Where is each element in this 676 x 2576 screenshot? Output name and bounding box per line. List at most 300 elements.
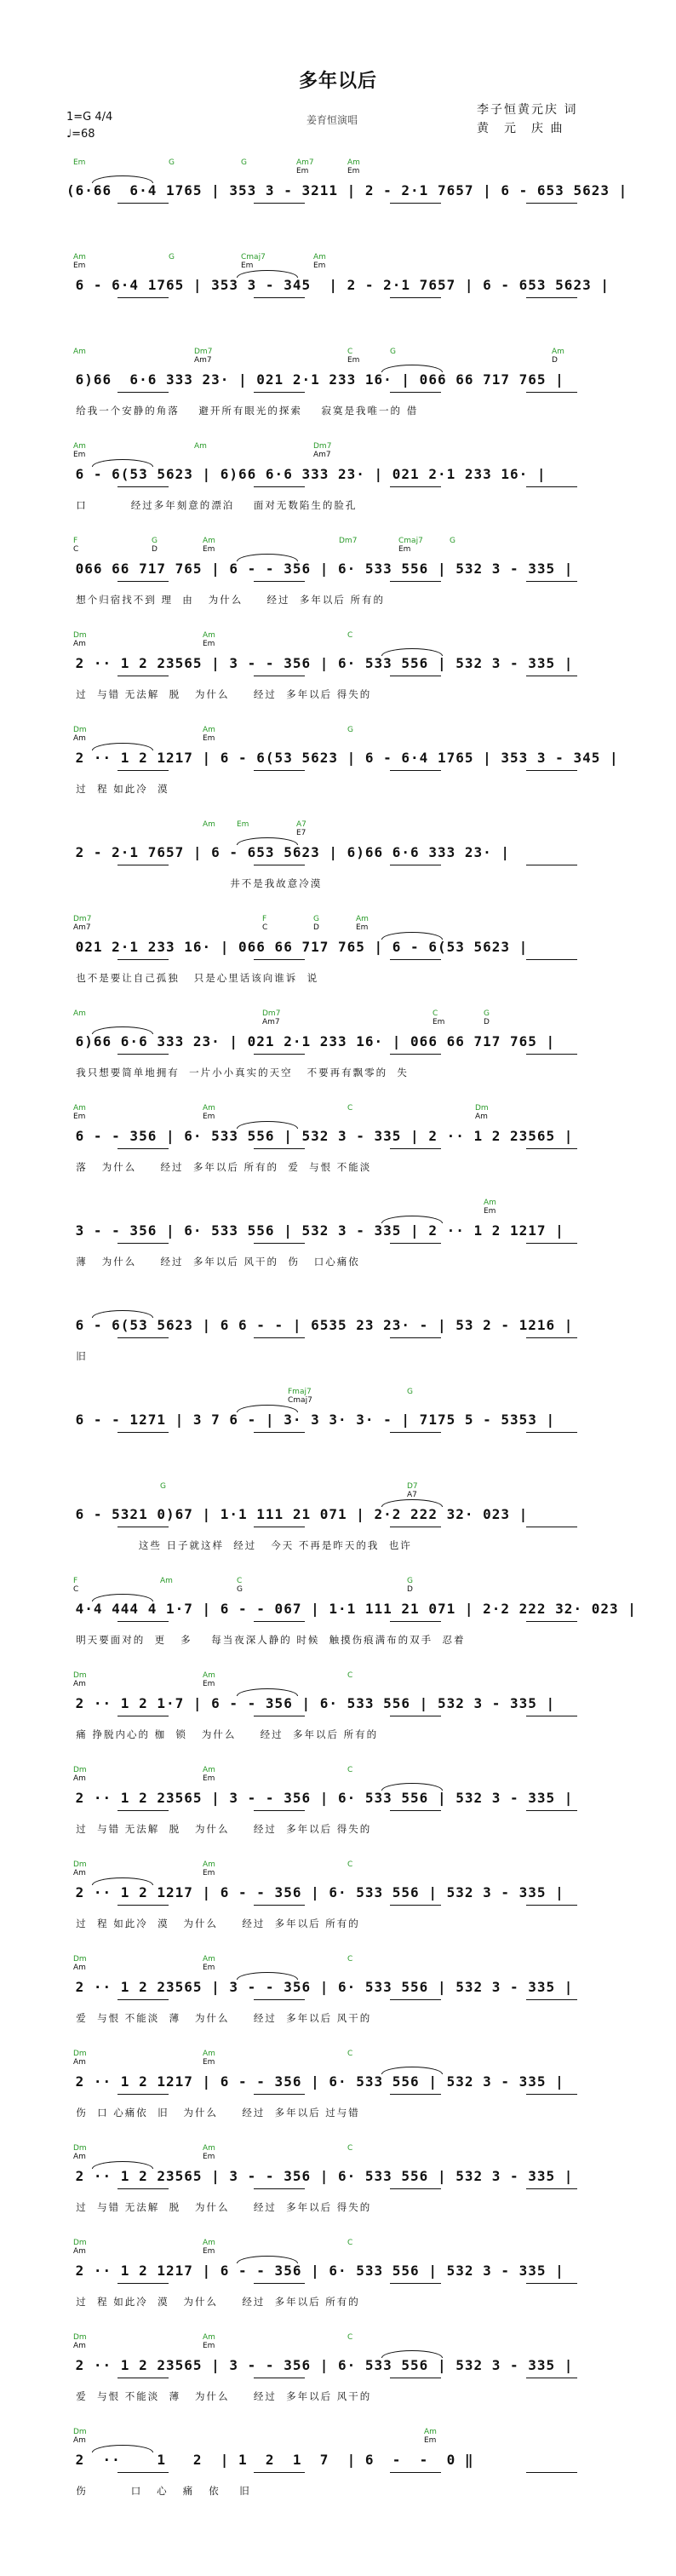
beam-line	[526, 1999, 577, 2000]
score-system	[66, 1004, 622, 1095]
notation-line: 2 ·· 1 2 1217 | 6 - - 356 | 6· 533 556 | 532 3 - 335 |	[66, 2073, 564, 2090]
beam-line	[390, 392, 441, 393]
score-system	[66, 1099, 622, 1189]
chord-symbol	[262, 915, 267, 932]
chord-primary: Am	[356, 915, 369, 923]
beam-line	[390, 1432, 441, 1433]
chord-alternate: Am	[73, 2153, 86, 2161]
slur	[92, 459, 153, 467]
slur	[381, 365, 443, 372]
score-system	[66, 1572, 637, 1662]
chord-primary: C	[347, 2333, 353, 2342]
chord-alternate: Am7	[194, 356, 212, 365]
beam-line	[390, 2472, 441, 2473]
chord-alternate: Em	[73, 262, 86, 270]
score-system	[66, 2423, 622, 2513]
beam-line	[254, 1999, 305, 2000]
notation-line: 6 - - 1271 | 3 7 6 - | 3· 3 3· 3· - | 7175 5 - 5353 |	[66, 1412, 556, 1428]
chord-primary: Dm	[73, 631, 87, 640]
chord-alternate: Em	[398, 545, 411, 554]
chord-primary: G	[450, 537, 455, 545]
chord-primary: Em	[237, 820, 249, 829]
beam-line	[390, 770, 441, 771]
chord-primary: Am	[73, 1009, 86, 1018]
notation-line: 6 - - 356 | 6· 533 556 | 532 3 - 335 | 2 ·· 1 2 23565 |	[66, 1128, 574, 1144]
beam-line	[390, 203, 441, 204]
beam-line	[254, 1337, 305, 1338]
slur	[381, 1216, 443, 1223]
slur	[237, 1688, 298, 1696]
chord-primary: Am	[203, 1860, 215, 1869]
chord-primary: Fmaj7	[288, 1388, 312, 1396]
chord-alternate: Em	[484, 1207, 496, 1216]
beam-line	[254, 392, 305, 393]
lyric-line: 过 程 如此冷 漠 为什么 经过 多年以后 所有的	[66, 1918, 360, 1929]
chord-primary: Am	[203, 1671, 215, 1680]
beam-line	[254, 959, 305, 960]
slur	[237, 1972, 298, 1980]
lyric-line: 这些 日子就这样 经过 今天 不再是昨天的我 也许	[66, 1539, 412, 1551]
slur	[92, 1310, 153, 1318]
beam-line	[117, 1810, 169, 1811]
beam-line	[254, 1432, 305, 1433]
chord-alternate: Em	[203, 1774, 215, 1783]
score-system	[66, 1477, 622, 1567]
beam-line	[526, 2472, 577, 2473]
chord-symbol	[241, 253, 266, 270]
lyric-line: 伤 口 心 痛 依 旧	[66, 2485, 251, 2497]
beam-line	[254, 203, 305, 204]
chord-symbol	[73, 158, 85, 167]
beam-line	[390, 1621, 441, 1622]
chord-alternate: Em	[203, 640, 215, 648]
notation-line: 2 ·· 1 2 1217 | 6 - 6(53 5623 | 6 - 6·4 1765 | 353 3 - 345 |	[66, 750, 619, 766]
beam-line	[526, 203, 577, 204]
chord-symbol	[347, 2050, 352, 2058]
chord-alternate: Em	[241, 262, 254, 270]
chord-symbol	[203, 1104, 215, 1121]
chord-alternate: Em	[73, 451, 86, 459]
chord-symbol	[194, 442, 207, 451]
notation-line: 021 2·1 233 16· | 066 66 717 765 | 6 - 6(53 5623 |	[66, 939, 529, 955]
chord-symbol	[160, 1482, 166, 1491]
chord-alternate: Em	[73, 1113, 86, 1121]
chord-symbol	[160, 1577, 173, 1585]
notation-line: 2 ·· 1 2 1·7 | 6 - - 356 | 6· 533 556 | 532 3 - 335 |	[66, 1695, 556, 1711]
slur	[92, 1026, 153, 1034]
beam-line	[254, 1243, 305, 1244]
chord-primary: F	[262, 915, 267, 923]
chord-symbol	[347, 1671, 352, 1680]
beam-line	[254, 770, 305, 771]
chord-symbol	[203, 1766, 215, 1783]
notation-line: 6 - 5321 0)67 | 1·1 111 21 071 | 2·2 222 32· 023 |	[66, 1506, 529, 1522]
chord-primary: F	[73, 1577, 78, 1585]
beam-line	[526, 2094, 577, 2095]
lyric-line	[66, 215, 622, 230]
score-system	[66, 1193, 622, 1284]
chord-primary: Cmaj7	[398, 537, 423, 545]
chord-alternate: Am7	[262, 1018, 280, 1026]
beam-line	[117, 297, 169, 298]
slur	[92, 2445, 153, 2452]
chord-alternate: A7	[407, 1491, 417, 1499]
chord-alternate: Am	[73, 1869, 86, 1877]
chord-primary: Am	[203, 2050, 215, 2058]
score-system	[66, 2139, 622, 2229]
chord-symbol	[313, 442, 331, 459]
chord-primary: Dm	[73, 2333, 87, 2342]
beam-line	[254, 2283, 305, 2284]
chord-primary: Dm7	[194, 348, 213, 356]
slur	[92, 1877, 153, 1885]
chord-alternate: Em	[203, 1680, 215, 1688]
chord-primary: Dm	[73, 2428, 87, 2436]
slur	[381, 2350, 443, 2358]
beam-line	[526, 1432, 577, 1433]
chord-symbol	[73, 2428, 87, 2445]
slur	[381, 932, 443, 940]
beam-line	[254, 2188, 305, 2189]
chord-symbol	[203, 2144, 215, 2161]
chord-symbol	[296, 820, 306, 837]
beam-line	[390, 1054, 441, 1055]
chord-symbol	[203, 2050, 215, 2067]
chord-symbol	[73, 2333, 87, 2350]
slur	[381, 2067, 443, 2074]
slur	[381, 648, 443, 656]
beam-line	[254, 486, 305, 487]
chord-symbol	[347, 726, 353, 734]
chord-primary: C	[347, 1860, 353, 1869]
chord-primary: C	[347, 1671, 353, 1680]
chord-primary: Am	[203, 1104, 215, 1113]
chord-symbol	[73, 2050, 87, 2067]
chord-primary: C	[237, 1577, 243, 1585]
beam-line	[390, 486, 441, 487]
chord-primary: Dm	[73, 1671, 87, 1680]
lyric-line: 痛 挣脱内心的 枷 锁 为什么 经过 多年以后 所有的	[66, 1728, 379, 1740]
chord-alternate: Em	[203, 734, 215, 743]
performer-credit: 姜育恒演唱	[306, 114, 358, 126]
beam-line	[526, 1621, 577, 1622]
lyric-line: 落 为什么 经过 多年以后 所有的 爱 与恨 不能淡	[66, 1161, 372, 1173]
chord-symbol	[390, 348, 396, 356]
lyric-line: 薄 为什么 经过 多年以后 风干的 伤 口心痛依	[66, 1256, 360, 1268]
beam-line	[117, 1432, 169, 1433]
chord-symbol	[194, 348, 212, 365]
lyricist-credit: 李子恒黄元庆 词	[477, 103, 578, 117]
chord-symbol	[203, 537, 215, 554]
beam-line	[526, 486, 577, 487]
beam-line	[390, 1810, 441, 1811]
notation-line: (6·66 6·4 1765 | 353 3 - 3211 | 2 - 2·1 7657 | 6 - 653 5623 |	[66, 182, 628, 198]
lyric-line: 明天要面对的 更 多 每当夜深人静的 时候 触摸伤痕满布的双手 忍着	[66, 1634, 466, 1646]
notation-line: 2 ·· 1 2 23565 | 3 - - 356 | 6· 533 556 | 532 3 - 335 |	[66, 2168, 574, 2184]
chord-alternate: Em	[203, 545, 215, 554]
notation-line: 6 - 6(53 5623 | 6)66 6·6 333 23· | 021 2·1 233 16· |	[66, 466, 547, 482]
chord-primary: G	[169, 253, 175, 262]
chord-symbol	[203, 1860, 215, 1877]
slur	[381, 1499, 443, 1507]
chord-primary: Em	[73, 158, 86, 167]
beam-line	[526, 2283, 577, 2284]
lyric-line: 过 与错 无法解 脱 为什么 经过 多年以后 得失的	[66, 1823, 372, 1835]
tempo-marking: ♩=68	[66, 128, 95, 141]
beam-line	[117, 203, 169, 204]
chord-primary: Dm7	[73, 915, 92, 923]
chord-symbol	[203, 1671, 215, 1688]
chord-primary: Dm	[73, 2144, 87, 2153]
chord-primary: Am	[203, 1955, 215, 1964]
notation-line: 6 - 6(53 5623 | 6 6 - - | 6535 23 23· - | 53 2 - 1216 |	[66, 1317, 574, 1333]
chord-primary: Am	[313, 253, 326, 262]
notation-line: 2 ·· 1 2 23565 | 3 - - 356 | 6· 533 556 | 532 3 - 335 |	[66, 1979, 574, 1995]
chord-symbol	[237, 820, 249, 829]
chord-symbol	[484, 1199, 496, 1216]
chord-alternate: Am	[73, 2058, 86, 2067]
chord-primary: Am	[424, 2428, 437, 2436]
notation-line: 2 ·· 1 2 23565 | 3 - - 356 | 6· 533 556 | 532 3 - 335 |	[66, 2357, 574, 2373]
slur	[237, 1121, 298, 1129]
chord-primary: C	[347, 631, 353, 640]
beam-line	[117, 2472, 169, 2473]
beam-line	[117, 1148, 169, 1149]
chord-primary: Cmaj7	[241, 253, 266, 262]
score-system	[66, 2328, 622, 2418]
chord-symbol	[552, 348, 564, 365]
chord-symbol	[152, 537, 158, 554]
chord-alternate: Em	[203, 1113, 215, 1121]
chord-symbol	[347, 631, 352, 640]
chord-symbol	[169, 253, 175, 262]
slur	[237, 837, 298, 845]
score-system	[66, 532, 622, 622]
beam-line	[390, 1148, 441, 1149]
chord-alternate: Em	[203, 1869, 215, 1877]
chord-symbol	[347, 2333, 352, 2342]
chord-primary: Dm	[73, 1766, 87, 1774]
chord-alternate: Am	[73, 1680, 86, 1688]
chord-primary: Am	[203, 726, 215, 734]
chord-primary: Am	[552, 348, 564, 356]
chord-primary: G	[347, 726, 353, 734]
chord-symbol	[433, 1009, 444, 1026]
chord-primary: G	[169, 158, 175, 167]
chord-symbol	[347, 1955, 352, 1964]
chord-symbol	[262, 1009, 280, 1026]
lyric-line: 想个归宿找不到 理 由 为什么 经过 多年以后 所有的	[66, 594, 385, 606]
beam-line	[526, 392, 577, 393]
chord-symbol	[203, 1955, 215, 1972]
chord-symbol	[398, 537, 423, 554]
score-system	[66, 153, 628, 244]
chord-symbol	[347, 348, 359, 365]
beam-line	[117, 2188, 169, 2189]
chord-symbol	[73, 442, 86, 459]
chord-primary: A7	[296, 820, 306, 829]
chord-symbol	[73, 915, 91, 932]
beam-line	[526, 297, 577, 298]
chord-primary: Am	[203, 2239, 215, 2247]
beam-line	[526, 2188, 577, 2189]
score-system	[66, 342, 622, 433]
beam-line	[117, 581, 169, 582]
chord-primary: Am	[203, 1766, 215, 1774]
notation-line: 6)66 6·6 333 23· | 021 2·1 233 16· | 066 66 717 765 |	[66, 371, 564, 388]
chord-alternate: Am7	[313, 451, 331, 459]
beam-line	[254, 581, 305, 582]
beam-line	[117, 1054, 169, 1055]
chord-symbol	[347, 1860, 352, 1869]
chord-alternate: D	[552, 356, 558, 365]
beam-line	[526, 959, 577, 960]
chord-symbol	[356, 915, 369, 932]
chord-primary: G	[160, 1482, 166, 1491]
chord-primary: C	[347, 2144, 353, 2153]
score-system	[66, 2044, 622, 2135]
chord-alternate: Am	[73, 1774, 86, 1783]
chord-symbol	[347, 1766, 352, 1774]
chord-alternate: Am	[73, 2342, 86, 2350]
beam-line	[526, 1054, 577, 1055]
slur	[237, 1405, 298, 1412]
chord-primary: G	[152, 537, 158, 545]
chord-alternate: C	[262, 923, 268, 932]
chord-primary: C	[347, 348, 353, 356]
credits	[477, 101, 577, 138]
beam-line	[526, 1148, 577, 1149]
beam-line	[117, 392, 169, 393]
chord-symbol	[73, 1671, 87, 1688]
beam-line	[254, 1054, 305, 1055]
chord-alternate: Em	[424, 2436, 437, 2445]
notation-line: 066 66 717 765 | 6 - - 356 | 6· 533 556 | 532 3 - 335 |	[66, 561, 574, 577]
chord-alternate: Am	[73, 2247, 86, 2256]
notation-line: 2 ·· 1 2 23565 | 3 - - 356 | 6· 533 556 | 532 3 - 335 |	[66, 1790, 574, 1806]
chord-primary: C	[347, 2050, 353, 2058]
chord-alternate: D	[407, 1585, 413, 1594]
chord-primary: F	[73, 537, 78, 545]
lyric-line: 伤 口 心痛依 旧 为什么 经过 多年以后 过与错	[66, 2107, 360, 2119]
chord-primary: Dm	[73, 1955, 87, 1964]
lyric-line: 给我一个安静的角落 避开所有眼光的探索 寂寞是我唯一的 借	[66, 405, 419, 417]
lyric-line: 爱 与恨 不能淡 薄 为什么 经过 多年以后 风干的	[66, 2012, 372, 2024]
chord-primary: Dm7	[262, 1009, 281, 1018]
chord-alternate: Am	[73, 734, 86, 743]
chord-primary: G	[241, 158, 247, 167]
chord-symbol	[73, 537, 78, 554]
chord-alternate: Em	[296, 167, 309, 175]
chord-symbol	[347, 158, 360, 175]
score-system	[66, 2234, 622, 2324]
chord-alternate: Am	[73, 640, 86, 648]
lyric-line: 过 与错 无法解 脱 为什么 经过 多年以后 得失的	[66, 688, 372, 700]
notation-line: 2 ·· 1 2 1217 | 6 - - 356 | 6· 533 556 | 532 3 - 335 |	[66, 2263, 564, 2279]
chord-primary: Am	[194, 442, 207, 451]
chord-symbol	[203, 631, 215, 648]
chord-alternate: D	[152, 545, 158, 554]
chord-alternate: C	[73, 545, 79, 554]
score-system	[66, 248, 622, 338]
lyric-line: 我只想要简单地拥有 一片小小真实的天空 不要再有飘零的 失	[66, 1067, 409, 1078]
beam-line	[390, 1999, 441, 2000]
beam-line	[117, 1621, 169, 1622]
notation-line: 2 ·· 1 2 23565 | 3 - - 356 | 6· 533 556 | 532 3 - 335 |	[66, 655, 574, 671]
chord-alternate: Am7	[73, 923, 91, 932]
beam-line	[526, 1810, 577, 1811]
score-system	[66, 1383, 622, 1473]
beam-line	[526, 1337, 577, 1338]
chord-symbol	[475, 1104, 489, 1121]
chord-primary: Am	[203, 2144, 215, 2153]
chord-symbol	[339, 537, 357, 545]
lyric-line: 旧	[66, 1350, 88, 1362]
lyric-line: 井不是我故意冷漠	[66, 877, 323, 889]
chord-alternate: E7	[296, 829, 306, 837]
slur	[92, 2161, 153, 2169]
chord-primary: Am	[73, 1104, 86, 1113]
chord-symbol	[73, 253, 86, 270]
chord-alternate: Am	[73, 2436, 86, 2445]
notation-line: 3 - - 356 | 6· 533 556 | 532 3 - 335 | 2 ·· 1 2 1217 |	[66, 1222, 564, 1239]
chord-symbol	[407, 1482, 418, 1499]
chord-symbol	[347, 1104, 352, 1113]
notation-line: 6)66 6·6 333 23· | 021 2·1 233 16· | 066 66 717 765 |	[66, 1033, 556, 1049]
beam-line	[117, 1337, 169, 1338]
beam-line	[117, 2283, 169, 2284]
chord-symbol	[241, 158, 247, 167]
chord-primary: G	[390, 348, 396, 356]
chord-symbol	[203, 2333, 215, 2350]
chord-alternate: Em	[313, 262, 326, 270]
beam-line	[390, 2283, 441, 2284]
chord-primary: Am	[160, 1577, 173, 1585]
notation-line: 6 - 6·4 1765 | 353 3 - 345 | 2 - 2·1 7657 | 6 - 653 5623 |	[66, 277, 610, 293]
beam-line	[390, 581, 441, 582]
score-system	[66, 721, 622, 811]
chord-alternate: Em	[203, 2342, 215, 2350]
chord-alternate: Em	[347, 167, 360, 175]
score-system	[66, 1761, 622, 1851]
chord-primary: Am	[73, 442, 86, 451]
notation-line: 2 ·· 1 2 | 1 2 1 7 | 6 - - 0 ‖	[66, 2452, 474, 2468]
notation-line: 2 - 2·1 7657 | 6 - 653 5623 | 6)66 6·6 333 23· |	[66, 844, 511, 860]
chord-primary: Am7	[296, 158, 314, 167]
chord-primary: C	[347, 1766, 353, 1774]
beam-line	[254, 1621, 305, 1622]
chord-alternate: Am	[475, 1113, 488, 1121]
chord-alternate: G	[237, 1585, 243, 1594]
lyric-line	[66, 309, 622, 325]
chord-primary: G	[407, 1388, 413, 1396]
beam-line	[254, 297, 305, 298]
chord-symbol	[450, 537, 455, 545]
score-system	[66, 437, 622, 527]
slur	[92, 175, 153, 183]
beam-line	[117, 959, 169, 960]
beam-line	[117, 770, 169, 771]
chord-alternate: Em	[203, 2153, 215, 2161]
beam-line	[390, 959, 441, 960]
chord-symbol	[424, 2428, 437, 2445]
chord-alternate: C	[73, 1585, 79, 1594]
chord-symbol	[407, 1577, 413, 1594]
chord-alternate: Em	[347, 356, 360, 365]
chord-alternate: Em	[356, 923, 369, 932]
chord-primary: Am	[203, 537, 215, 545]
chord-primary: C	[433, 1009, 438, 1018]
